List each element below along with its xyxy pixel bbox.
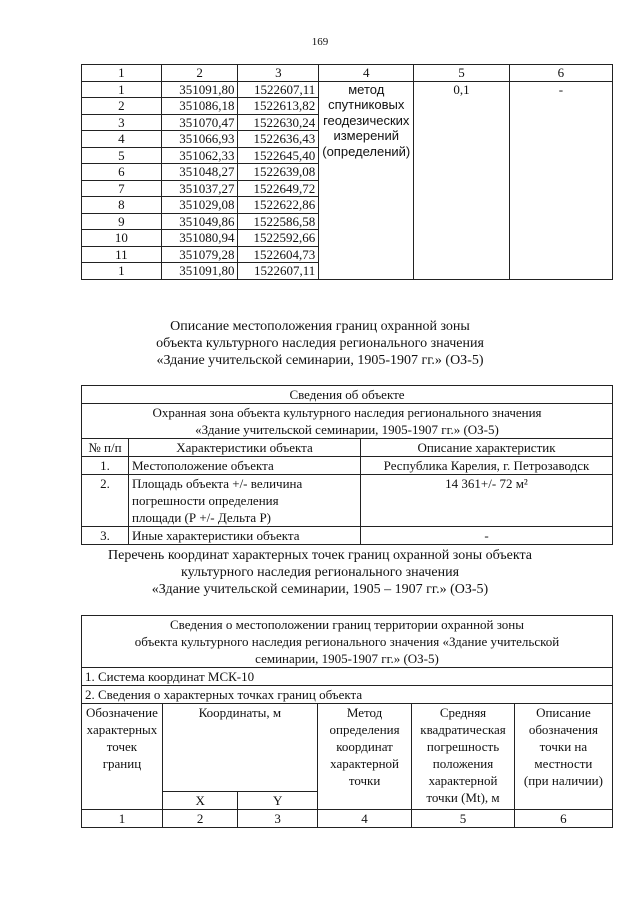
header-line: характерной [428,773,498,788]
accuracy-cell: 0,1 [414,81,510,279]
characteristic-line: площади (Р +/- Дельта Р) [132,510,272,525]
header-line: Описание [536,705,591,720]
y-coordinate: 1522607,11 [238,81,319,98]
table-row [82,81,613,98]
section-title [0,318,640,369]
y-coordinate: 1522636,43 [238,131,319,148]
point-number: 5 [82,147,162,164]
section-title-line: «Здание учительской семинарии, 1905-1907 гг.» (ОЗ-5) [156,353,484,368]
table-row [82,457,613,475]
location-table-title [82,616,613,668]
x-coordinate: 351079,28 [161,246,238,263]
x-coordinate: 351049,86 [161,213,238,230]
method-cell [319,81,414,279]
y-coordinate: 1522586,58 [238,213,319,230]
table-row [82,810,613,828]
header-line: Обозначение [86,705,158,720]
method-line: метод [348,81,385,97]
x-coordinate: 351066,93 [161,131,238,148]
x-coordinate: 351048,27 [161,164,238,181]
header-line: местности [534,756,593,771]
header-line: положения [432,756,494,771]
point-number: 6 [82,164,162,181]
characteristic-value: Республика Карелия, г. Петрозаводск [361,457,613,475]
header-line: координат [336,739,393,754]
characteristic [129,475,361,527]
table-header-row [82,439,613,457]
header-line: Метод [346,705,383,720]
header-cell: № п/п [82,439,129,457]
coordinates-header: Координаты, м [162,704,317,792]
column-number: 6 [514,810,612,828]
y-coordinate: 1522639,08 [238,164,319,181]
list-title-line: «Здание учительской семинарии, 1905 – 1907 гг.» (ОЗ-5) [151,582,489,597]
row-number: 3. [82,527,129,545]
subtitle-line: «Здание учительской семинарии, 1905-1907 гг.» (ОЗ-5) [195,422,499,437]
characteristic: Местоположение объекта [129,457,361,475]
point-number: 9 [82,213,162,230]
table-header-row [82,704,613,792]
coordinate-system: 1. Система координат МСК-10 [82,668,613,686]
header-line: погрешность [426,739,500,754]
table-header-row [82,65,613,82]
point-number: 3 [82,114,162,131]
list-title [0,547,640,598]
x-header: X [162,792,238,810]
characteristic-value: - [361,527,613,545]
column-number: 3 [238,810,317,828]
header-cell: 5 [414,65,510,82]
column-number: 5 [412,810,515,828]
y-coordinate: 1522604,73 [238,246,319,263]
header-line: характерной [330,756,399,771]
table-row [82,475,613,527]
list-title-line: культурного наследия регионального значения [180,565,460,580]
method-line: спутниковых [328,97,405,112]
x-coordinate: 351086,18 [161,98,238,115]
object-table-title: Сведения об объекте [82,386,613,404]
points-info: 2. Сведения о характерных точках границ объекта [82,686,613,704]
x-coordinate: 351091,80 [161,81,238,98]
title-line: объекта культурного наследия регионального значения «Здание учительской [134,634,560,649]
header-line: точки на [539,739,588,754]
coordinates-table [81,64,613,280]
header-cell: Характеристики объекта [129,439,361,457]
header-line: точки [348,773,381,788]
characteristic-line: Площадь объекта +/- величина [132,476,303,491]
section-title-line: объекта культурного наследия регионального значения [156,336,484,351]
y-coordinate: 1522645,40 [238,147,319,164]
point-number: 8 [82,197,162,214]
header-cell: Описание характеристик [361,439,613,457]
y-coordinate: 1522613,82 [238,98,319,115]
point-number: 2 [82,98,162,115]
page-number: 169 [311,36,329,48]
characteristic-line: погрешности определения [132,493,279,508]
point-number: 1 [82,81,162,98]
row-number: 1. [82,457,129,475]
designation-header [82,704,163,810]
point-number: 10 [82,230,162,247]
header-line: квадратическая [420,722,506,737]
header-line: Средняя [439,705,487,720]
header-line: характерных [86,722,158,737]
method-line: измерений [333,128,400,143]
column-number: 2 [162,810,238,828]
column-number: 4 [317,810,411,828]
header-line: обозначения [528,722,598,737]
list-title-line: Перечень координат характерных точек границ охранной зоны объекта [108,548,532,563]
title-line: Сведения о местоположении границ территории охранной зоны [170,617,524,632]
characteristic: Иные характеристики объекта [129,527,361,545]
y-coordinate: 1522607,11 [238,263,319,280]
header-cell: 3 [238,65,319,82]
header-line: определения [329,722,400,737]
y-coordinate: 1522622,86 [238,197,319,214]
characteristic-value: 14 361+/- 72 м² [361,475,613,527]
description-header [514,704,612,810]
title-line: семинарии, 1905-1907 гг.» (ОЗ-5) [255,651,439,666]
x-coordinate: 351037,27 [161,180,238,197]
header-line: границ [102,756,142,771]
point-number: 1 [82,263,162,280]
section-title-line: Описание местоположения границ охранной зоны [170,319,470,334]
accuracy-header [412,704,515,810]
header-cell: 4 [319,65,414,82]
y-coordinate: 1522649,72 [238,180,319,197]
method-line: геодезических [323,112,410,128]
y-coordinate: 1522630,24 [238,114,319,131]
x-coordinate: 351070,47 [161,114,238,131]
header-line: (при наличии) [523,773,603,788]
header-cell: 1 [82,65,162,82]
x-coordinate: 351091,80 [161,263,238,280]
y-coordinate: 1522592,66 [238,230,319,247]
location-table [81,615,613,828]
object-table-subtitle [82,404,613,439]
row-number: 2. [82,475,129,527]
x-coordinate: 351080,94 [161,230,238,247]
method-header [317,704,411,810]
header-cell: 6 [509,65,612,82]
header-line: точек [106,739,138,754]
y-header: Y [238,792,317,810]
description-cell: - [509,81,612,279]
method-line: (определений) [322,143,411,159]
header-line: точки (Mt), м [426,790,500,805]
x-coordinate: 351062,33 [161,147,238,164]
x-coordinate: 351029,08 [161,197,238,214]
object-info-table [81,385,613,545]
point-number: 4 [82,131,162,148]
column-number: 1 [82,810,163,828]
table-row [82,527,613,545]
point-number: 11 [82,246,162,263]
subtitle-line: Охранная зона объекта культурного наследия регионального значения [152,405,542,420]
point-number: 7 [82,180,162,197]
header-cell: 2 [161,65,238,82]
